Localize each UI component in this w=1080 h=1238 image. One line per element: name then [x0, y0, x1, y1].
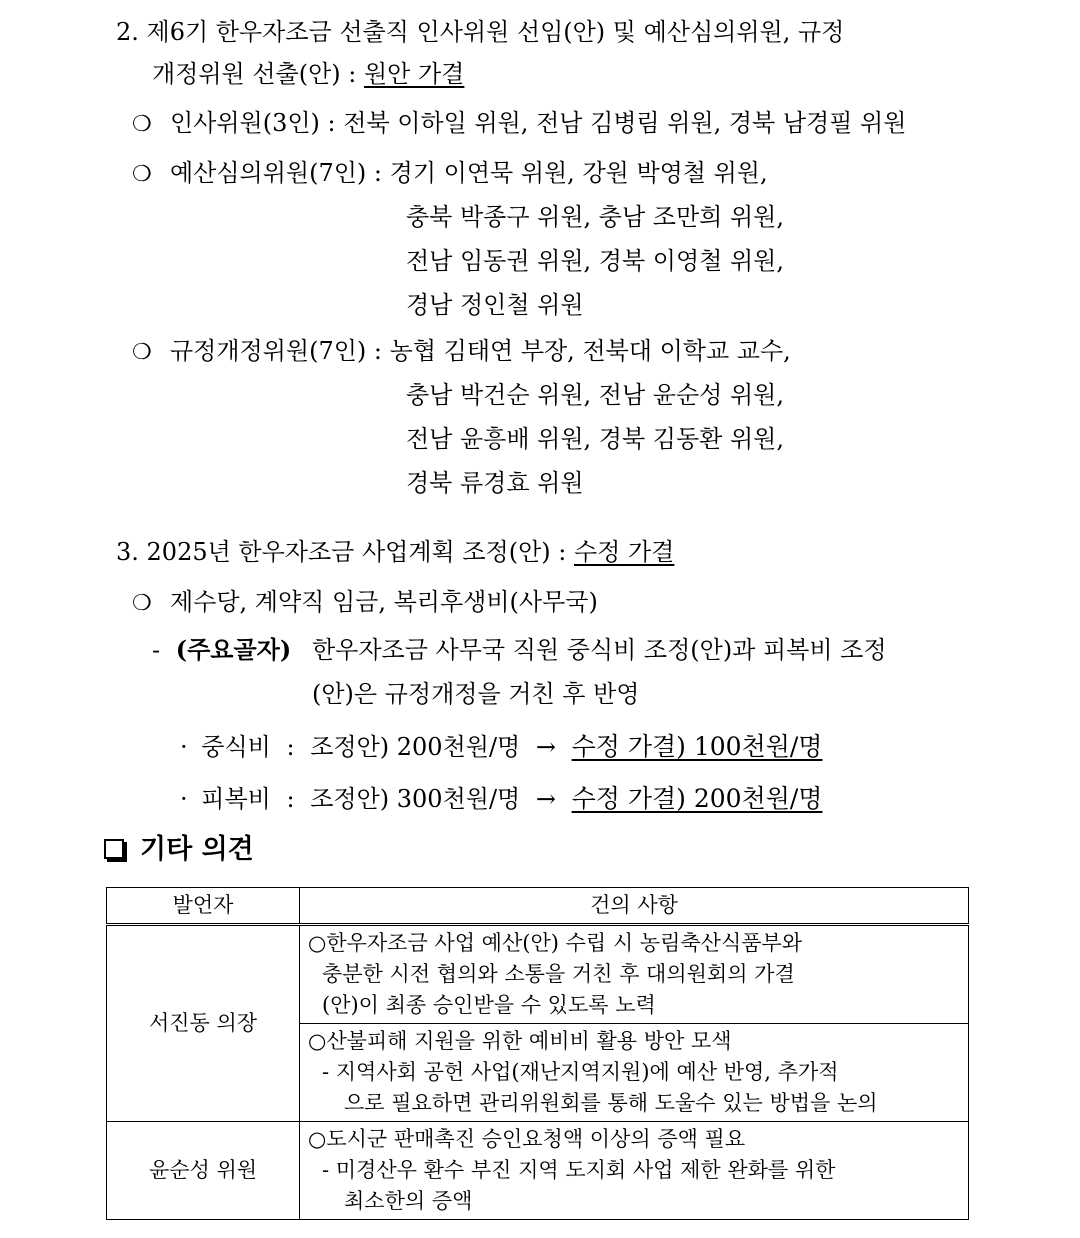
- right-arrow-icon: →: [535, 733, 556, 761]
- budget-committee-line: 전남 임동권 위원, 경북 이영철 위원,: [406, 247, 784, 275]
- header-suggestion: 건의 사항: [300, 888, 969, 925]
- clothing-cost-row: · 피복비 : 조정안) 300천원/명 → 수정 가결) 200천원/명: [180, 784, 823, 813]
- speaker-cell: 윤순성 위원: [107, 1122, 300, 1220]
- circle-bullet-icon: ❍: [132, 340, 152, 365]
- regulation-committee-line: 충남 박건순 위원, 전남 윤순성 위원,: [406, 381, 784, 409]
- meal-cost-row: · 중식비 : 조정안) 200천원/명 → 수정 가결) 100천원/명: [180, 732, 823, 761]
- meal-cost-result: 수정 가결) 100천원/명: [571, 732, 823, 761]
- personnel-committee-item: ❍ 인사위원(3인) : 전북 이하일 위원, 전남 김병림 위원, 경북 남경필 위원: [132, 107, 906, 141]
- section2-title-line1: 2. 제6기 한우자조금 선출직 인사위원 선임(안) 및 예산심의위원, 규정: [116, 18, 845, 46]
- regulation-committee-item: ❍ 규정개정위원(7인) : 농협 김태연 부장, 전북대 이학교 교수,: [132, 335, 791, 369]
- regulation-committee-line: 경북 류경효 위원: [406, 469, 584, 497]
- section3-item: ❍ 제수당, 계약직 임금, 복리후생비(사무국): [132, 586, 598, 620]
- table-row: [107, 1122, 969, 1220]
- circle-bullet-icon: ❍: [132, 162, 152, 187]
- opinions-table: [106, 887, 969, 1220]
- section2-result: 원안 가결: [364, 60, 465, 88]
- checkbox-square-icon: [104, 839, 124, 859]
- speaker-cell: 서진동 의장: [107, 925, 300, 1122]
- circle-bullet-icon: ❍: [132, 112, 152, 137]
- budget-committee-line: 경남 정인철 위원: [406, 291, 584, 319]
- suggestion-cell: ○한우자조금 사업 예산(안) 수립 시 농림축산식품부와 충분한 시전 협의와 소통을 거친 후 대의원회의 가결 (안)이 최종 승인받을 수 있도록 노력: [300, 925, 969, 1024]
- other-opinions-heading: 기타 의견: [104, 832, 254, 868]
- suggestion-cell: ○산불피해 지원을 위한 예비비 활용 방안 모색 - 지역사회 공헌 사업(재난지역지원)에 예산 반영, 추가적 으로 필요하면 관리위원회를 통해 도울수 있는 방법을 논의: [300, 1024, 969, 1122]
- key-summary-line1: - (주요골자): [152, 635, 292, 664]
- section3-title: 3. 2025년 한우자조금 사업계획 조정(안) : 수정 가결: [116, 538, 675, 566]
- budget-committee-line: 충북 박종구 위원, 충남 조만희 위원,: [406, 203, 784, 231]
- section3-result: 수정 가결: [573, 538, 675, 566]
- right-arrow-icon: →: [535, 785, 556, 813]
- budget-committee-item: ❍ 예산심의위원(7인) : 경기 이연묵 위원, 강원 박영철 위원,: [132, 157, 768, 191]
- header-speaker: 발언자: [107, 888, 300, 925]
- key-summary-text2: (안)은 규정개정을 거친 후 반영: [312, 680, 640, 708]
- key-label: (주요골자): [175, 635, 292, 664]
- key-summary-text1: 한우자조금 사무국 직원 중식비 조정(안)과 피복비 조정: [312, 636, 887, 664]
- table-row: [107, 925, 969, 1024]
- regulation-committee-line: 전남 윤흥배 위원, 경북 김동환 위원,: [406, 425, 784, 453]
- table-header-row: [107, 888, 969, 925]
- section2-title-line2: 개정위원 선출(안) : 원안 가결: [152, 60, 465, 88]
- circle-bullet-icon: ❍: [132, 591, 152, 616]
- suggestion-cell: ○도시군 판매촉진 승인요청액 이상의 증액 필요 - 미경산우 환수 부진 지역 도지회 사업 제한 완화를 위한 최소한의 증액: [300, 1122, 969, 1220]
- clothing-cost-result: 수정 가결) 200천원/명: [571, 784, 823, 813]
